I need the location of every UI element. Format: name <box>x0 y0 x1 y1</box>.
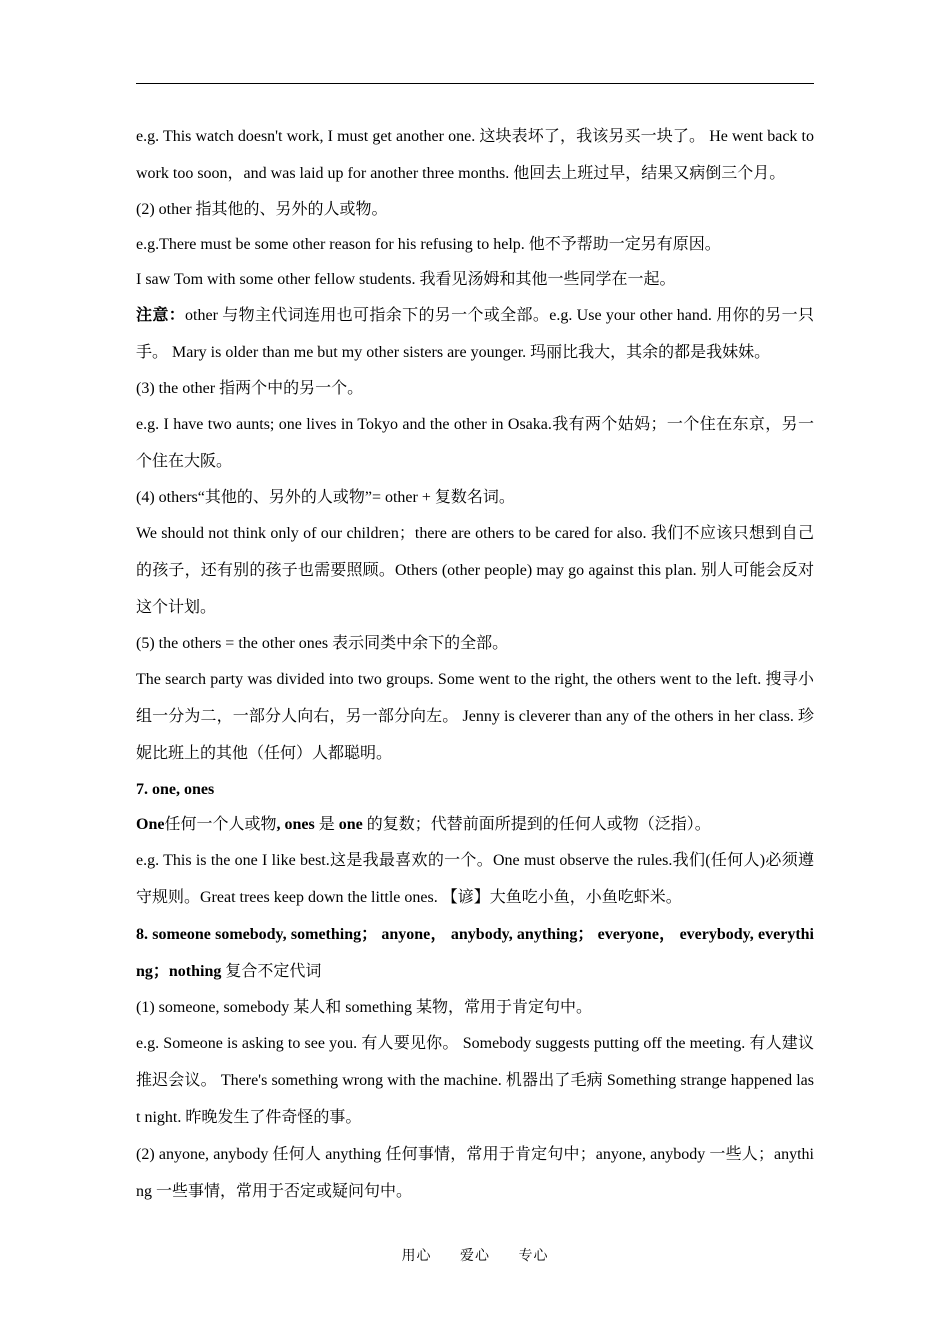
paragraph-one-definition <box>136 807 814 842</box>
paragraph-the-others-heading: (5) the others = the other ones 表示同类中余下的全部。 <box>136 635 509 652</box>
section-heading-compound-pronouns <box>136 916 814 990</box>
paragraph-another-example: e.g. This watch doesn't work, I must get another one. 这块表坏了，我该另买一块了。 He went back to work too soon，and was laid up for another three months. 他回去上班过早，结果又病倒三个月。 <box>136 128 814 182</box>
one-word: One <box>136 816 165 833</box>
page-footer <box>0 1245 950 1265</box>
paragraph-other-example-1: e.g.There must be some other reason for his refusing to help. 他不予帮助一定另有原因。 <box>136 236 721 253</box>
footer-item-2: 爱心 <box>460 1249 490 1264</box>
ones-word: , ones <box>276 816 315 833</box>
header-rule <box>136 83 814 84</box>
footer-item-1: 用心 <box>401 1249 432 1264</box>
one-definition-part-1: 任何一个人或物 <box>164 816 277 833</box>
paragraph-one-example: e.g. This is the one I like best.这是我最喜欢的一个。One must observe the rules.我们(任何人)必须遵守规则。Great trees keep down the little ones. 【谚】大鱼吃小鱼，小鱼吃虾米。 <box>136 852 814 906</box>
paragraph-other-heading: (2) other 指其他的、另外的人或物。 <box>136 201 388 218</box>
note-label: 注意： <box>136 307 186 324</box>
paragraph-someone-example: e.g. Someone is asking to see you. 有人要见你。 Somebody suggests putting off the meeting. 有人建议推迟会议。 There's something wrong with the machine. 机器出了毛病 Something strange happened last night. 昨晚发生了件奇怪的事。 <box>136 1035 814 1126</box>
paragraph-someone-heading: (1) someone, somebody 某人和 something 某物，常用于肯定句中。 <box>136 999 592 1016</box>
one-word-2: one <box>338 816 363 833</box>
paragraph-others-example: We should not think only of our children；there are others to be cared for also. 我们不应该只想到自己的孩子，还有别的孩子也需要照顾。Others (other people) may go against this plan. 别人可能会反对这个计划。 <box>136 525 814 616</box>
paragraph-the-others-example: The search party was divided into two groups. Some went to the right, the others went to the left. 搜寻小组一分为二，一部分人向右，另一部分向左。 Jenny is cleverer than any of the others in her class. 珍妮比班上的其他（任何）人都聪明。 <box>136 671 814 762</box>
compound-pronouns-label: 复合不定代词 <box>221 963 322 980</box>
one-definition-part-3: 的复数；代替前面所提到的任何人或物（泛指）。 <box>362 816 711 833</box>
section-heading-one-ones: 7. one, ones <box>136 781 215 798</box>
paragraph-other-example-2: I saw Tom with some other fellow students. 我看见汤姆和其他一些同学在一起。 <box>136 271 676 288</box>
note-text: other 与物主代词连用也可指余下的另一个或全部。e.g. Use your other hand. 用你的另一只手。 Mary is older than me but my other sisters are younger. 玛丽比我大，其余的都是我妹妹。 <box>136 307 814 361</box>
paragraph-anyone-heading: (2) anyone, anybody 任何人 anything 任何事情，常用于肯定句中；anyone, anybody 一些人；anything 一些事情，常用于否定或疑问句中。 <box>136 1146 814 1200</box>
paragraph-the-other-heading: (3) the other 指两个中的另一个。 <box>136 380 364 397</box>
document-body <box>136 118 814 1210</box>
one-definition-part-2: 是 <box>314 816 339 833</box>
footer-item-3: 专心 <box>518 1249 549 1264</box>
compound-pronouns-list: 8. someone somebody, something； anyone， anybody, anything； everyone， everybody, everything；nothing <box>136 926 814 980</box>
paragraph-others-heading: (4) others“其他的、另外的人或物”= other + 复数名词。 <box>136 489 515 506</box>
paragraph-the-other-example: e.g. I have two aunts; one lives in Tokyo and the other in Osaka.我有两个姑妈；一个住在东京，另一个住在大阪。 <box>136 416 814 470</box>
paragraph-note <box>136 297 814 371</box>
